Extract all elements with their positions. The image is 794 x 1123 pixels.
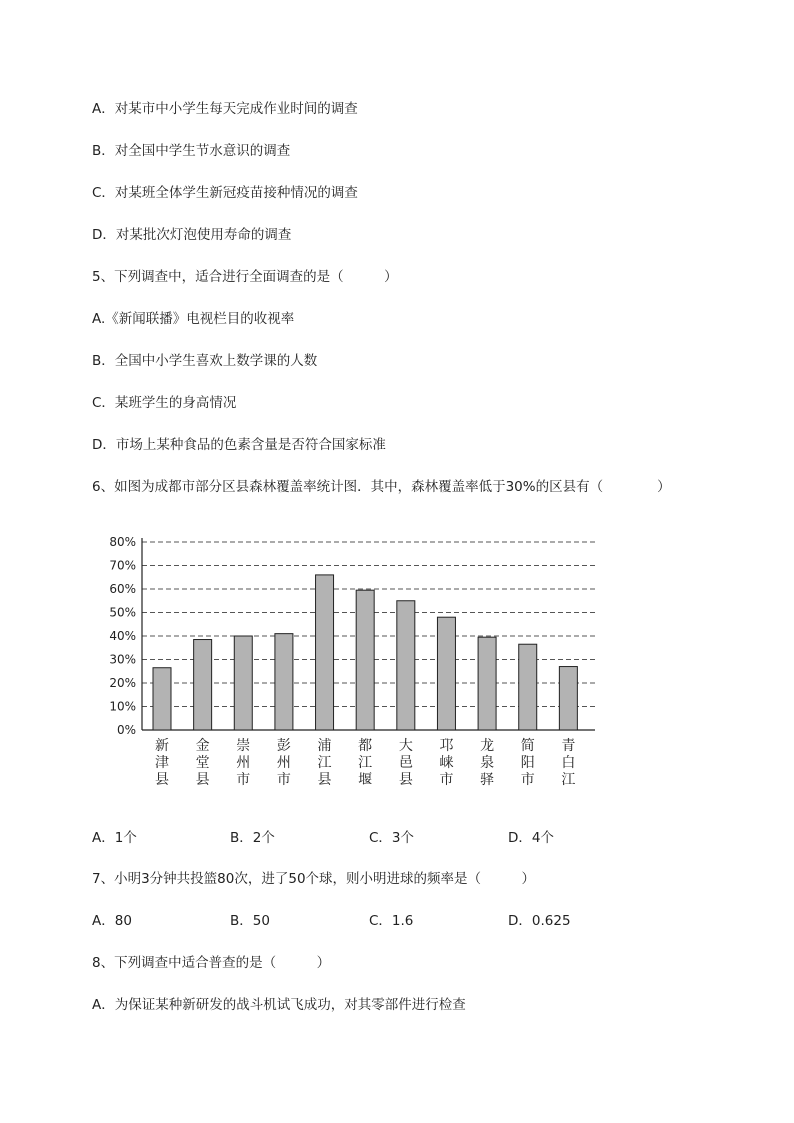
x-tick-label: 市 <box>276 772 291 788</box>
q6-stem: 6、如图为成都市部分区县森林覆盖率统计图．其中，森林覆盖率低于30%的区县有（ ） <box>92 479 671 495</box>
x-tick-label: 江 <box>561 772 576 788</box>
x-tick-label: 白 <box>561 755 576 771</box>
q4-option-b: B．对全国中学生节水意识的调查 <box>92 143 291 159</box>
x-tick-label: 市 <box>236 772 251 788</box>
x-tick-label: 大 <box>398 738 413 754</box>
x-tick-label: 崃 <box>439 755 454 771</box>
y-tick-label: 30% <box>109 652 136 667</box>
x-tick-label: 县 <box>398 772 413 788</box>
x-tick-label: 龙 <box>480 738 495 754</box>
q5-option-d: D．市场上某种食品的色素含量是否符合国家标准 <box>92 437 386 453</box>
x-tick-label: 市 <box>520 772 535 788</box>
x-tick-label: 县 <box>155 772 169 788</box>
x-tick-label: 津 <box>155 755 169 771</box>
q7-stem: 7、小明3分钟共投篮80次，进了50个球，则小明进球的频率是（ ） <box>92 871 536 887</box>
y-tick-label: 0% <box>116 723 136 737</box>
x-tick-label: 崇 <box>236 738 251 754</box>
q6-option-d: D．4个 <box>508 830 554 846</box>
forest-coverage-bar-chart <box>100 530 610 800</box>
x-tick-label: 市 <box>439 772 454 788</box>
q7-option-b: B．50 <box>230 913 270 929</box>
x-tick-label: 阳 <box>520 755 535 771</box>
x-tick-label: 简 <box>520 738 535 754</box>
x-tick-label: 邛 <box>439 738 454 754</box>
x-tick-label: 堰 <box>358 772 373 788</box>
bar <box>397 601 415 730</box>
x-tick-label: 浦 <box>317 738 332 754</box>
q5-option-b: B．全国中小学生喜欢上数学课的人数 <box>92 353 318 369</box>
bar <box>316 575 334 730</box>
q5-option-a: A.《新闻联播》电视栏目的收视率 <box>92 311 295 327</box>
y-tick-label: 70% <box>109 558 136 573</box>
q5-option-c: C．某班学生的身高情况 <box>92 395 237 411</box>
bar <box>356 590 374 730</box>
x-tick-label: 金 <box>195 738 210 754</box>
y-tick-label: 60% <box>109 582 136 596</box>
q6-option-b: B．2个 <box>230 830 275 846</box>
bar <box>153 668 171 730</box>
x-tick-label: 邑 <box>398 755 413 771</box>
bar <box>519 644 537 730</box>
x-tick-label: 泉 <box>480 755 495 771</box>
q7-option-c: C．1.6 <box>369 913 414 929</box>
q4-option-a: A．对某市中小学生每天完成作业时间的调查 <box>92 101 358 117</box>
bar <box>275 634 293 730</box>
bar <box>234 636 252 730</box>
y-tick-label: 50% <box>109 605 136 620</box>
bar <box>559 667 577 730</box>
x-tick-label: 江 <box>358 755 373 771</box>
x-tick-label: 州 <box>276 755 291 771</box>
q5-stem: 5、下列调查中，适合进行全面调查的是（ ） <box>92 269 398 285</box>
x-tick-label: 州 <box>236 755 251 771</box>
x-tick-label: 新 <box>155 738 169 754</box>
x-tick-label: 堂 <box>195 755 210 771</box>
y-tick-label: 40% <box>109 629 136 643</box>
x-tick-label: 都 <box>358 738 373 754</box>
q8-stem: 8、下列调查中适合普查的是（ ） <box>92 955 331 971</box>
y-tick-label: 80% <box>109 535 136 549</box>
bar <box>194 640 212 730</box>
x-tick-label: 县 <box>195 772 210 788</box>
x-tick-label: 驿 <box>480 772 495 788</box>
q8-option-a: A．为保证某种新研发的战斗机试飞成功，对其零部件进行检查 <box>92 997 466 1013</box>
q7-option-a: A．80 <box>92 913 132 929</box>
q4-option-c: C．对某班全体学生新冠疫苗接种情况的调查 <box>92 185 358 201</box>
x-tick-label: 县 <box>317 772 332 788</box>
bar <box>478 637 496 730</box>
y-tick-label: 10% <box>109 699 136 714</box>
q6-option-a: A．1个 <box>92 830 137 846</box>
x-tick-label: 江 <box>317 755 332 771</box>
bar <box>437 617 455 730</box>
y-tick-label: 20% <box>109 676 136 690</box>
x-tick-label: 彭 <box>276 738 291 754</box>
x-tick-label: 青 <box>561 738 576 754</box>
q4-option-d: D．对某批次灯泡使用寿命的调查 <box>92 227 292 243</box>
q7-option-d: D．0.625 <box>508 913 571 929</box>
q6-option-c: C．3个 <box>369 830 415 846</box>
